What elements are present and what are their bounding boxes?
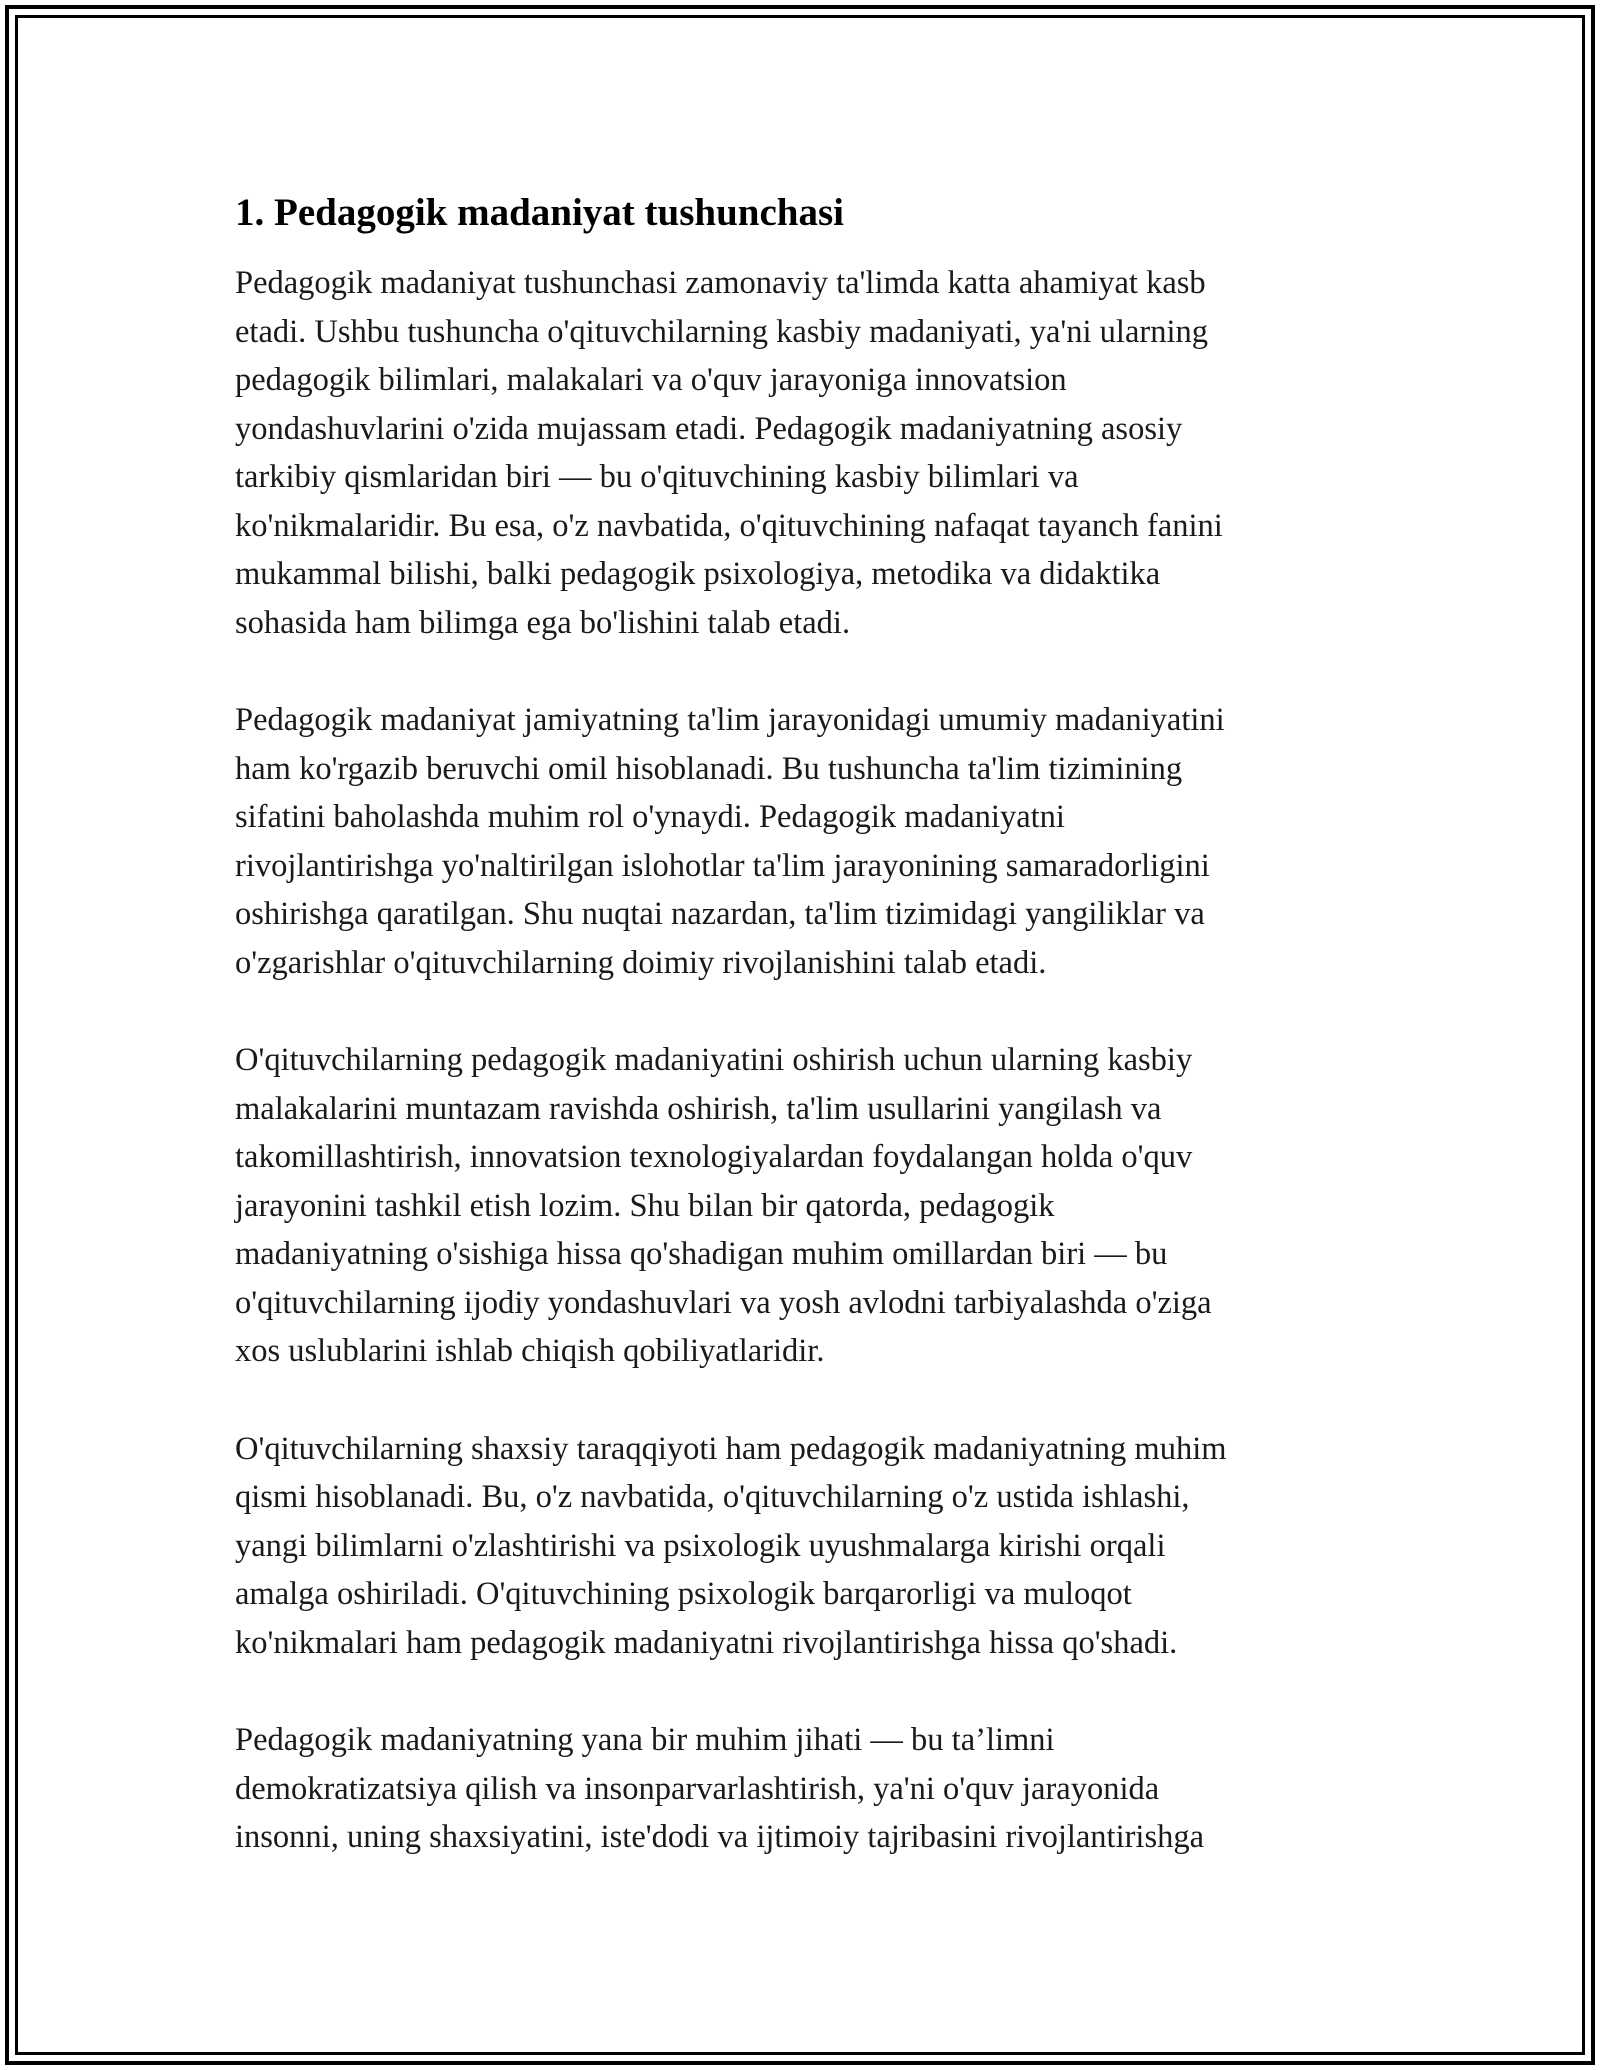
paragraph-line: o'zgarishlar o'qituvchilarning doimiy rivojlanishini talab etadi. bbox=[235, 944, 1047, 981]
paragraph-line: sohasida ham bilimga ega bo'lishini talab etadi. bbox=[235, 604, 851, 641]
paragraph-line: qismi hisoblanadi. Bu, o'z navbatida, o'qituvchilarning o'z ustida ishlashi, bbox=[235, 1479, 1190, 1515]
paragraph-line: ham ko'rgazib beruvchi omil hisoblanadi. Bu tushuncha ta'lim tizimining bbox=[235, 750, 1183, 787]
paragraph bbox=[235, 259, 1365, 647]
paragraph-line: sifatini baholashda muhim rol o'ynaydi. Pedagogik madaniyatni bbox=[235, 799, 1065, 835]
paragraph-line: Pedagogik madaniyat jamiyatning ta'lim jarayonidagi umumiy madaniyatini bbox=[235, 702, 1225, 738]
section-heading: 1. Pedagogik madaniyat tushunchasi bbox=[235, 191, 844, 234]
paragraph-line: Pedagogik madaniyatning yana bir muhim jihati — bu ta’limni bbox=[235, 1722, 1055, 1758]
paragraph-line: Pedagogik madaniyat tushunchasi zamonaviy ta'limda katta ahamiyat kasb bbox=[235, 265, 1206, 301]
paragraph-line: rivojlantirishga yo'naltirilgan islohotlar ta'lim jarayonining samaradorligini bbox=[235, 847, 1210, 884]
paragraph-line: insonni, uning shaxsiyatini, iste'dodi va ijtimoiy tajribasini rivojlantirishga bbox=[235, 1819, 1205, 1855]
paragraph-line: ko'nikmalari ham pedagogik madaniyatni rivojlantirishga hissa qo'shadi. bbox=[235, 1624, 1178, 1661]
paragraph-line: o'qituvchilarning ijodiy yondashuvlari va yosh avlodni tarbiyalashda o'ziga bbox=[235, 1284, 1212, 1321]
paragraph-line: madaniyatning o'sishiga hissa qo'shadigan muhim omillardan biri — bu bbox=[235, 1236, 1168, 1272]
paragraph-line: yondashuvlarini o'zida mujassam etadi. Pedagogik madaniyatning asosiy bbox=[235, 410, 1183, 447]
paragraph-line: takomillashtirish, innovatsion texnologiyalardan foydalangan holda o'quv bbox=[235, 1139, 1193, 1175]
paragraph-line: amalga oshiriladi. O'qituvchining psixologik barqarorligi va muloqot bbox=[235, 1576, 1132, 1612]
paragraph bbox=[235, 1716, 1365, 1862]
paragraph-line: O'qituvchilarning shaxsiy taraqqiyoti ham pedagogik madaniyatning muhim bbox=[235, 1430, 1227, 1467]
paragraph-line: yangi bilimlarni o'zlashtirishi va psixologik uyushmalarga kirishi orqali bbox=[235, 1527, 1166, 1564]
paragraph bbox=[235, 1425, 1365, 1668]
paragraph-line: jarayonini tashkil etish lozim. Shu bilan bir qatorda, pedagogik bbox=[235, 1187, 1055, 1224]
paragraph-line: tarkibiy qismlaridan biri — bu o'qituvchining kasbiy bilimlari va bbox=[235, 459, 1079, 495]
paragraph-line: mukammal bilishi, balki pedagogik psixologiya, metodika va didaktika bbox=[235, 556, 1161, 592]
paragraph-line: O'qituvchilarning pedagogik madaniyatini oshirish uchun ularning kasbiy bbox=[235, 1042, 1193, 1078]
paragraph-line: etadi. Ushbu tushuncha o'qituvchilarning kasbiy madaniyati, ya'ni ularning bbox=[235, 313, 1208, 350]
paragraph-line: malakalarini muntazam ravishda oshirish, ta'lim usullarini yangilash va bbox=[235, 1090, 1162, 1127]
paragraph-list bbox=[235, 259, 1365, 1862]
paragraph-line: demokratizatsiya qilish va insonparvarlashtirish, ya'ni o'quv jarayonida bbox=[235, 1770, 1160, 1807]
paragraph-line: xos uslublarini ishlab chiqish qobiliyatlaridir. bbox=[235, 1333, 825, 1369]
paragraph-line: ko'nikmalaridir. Bu esa, o'z navbatida, o'qituvchining nafaqat tayanch fanini bbox=[235, 507, 1223, 544]
document-body bbox=[235, 185, 1365, 1911]
paragraph bbox=[235, 1036, 1365, 1376]
paragraph bbox=[235, 696, 1365, 987]
paragraph-line: oshirishga qaratilgan. Shu nuqtai nazardan, ta'lim tizimidagi yangiliklar va bbox=[235, 896, 1205, 932]
paragraph-line: pedagogik bilimlari, malakalari va o'quv jarayoniga innovatsion bbox=[235, 362, 1067, 398]
